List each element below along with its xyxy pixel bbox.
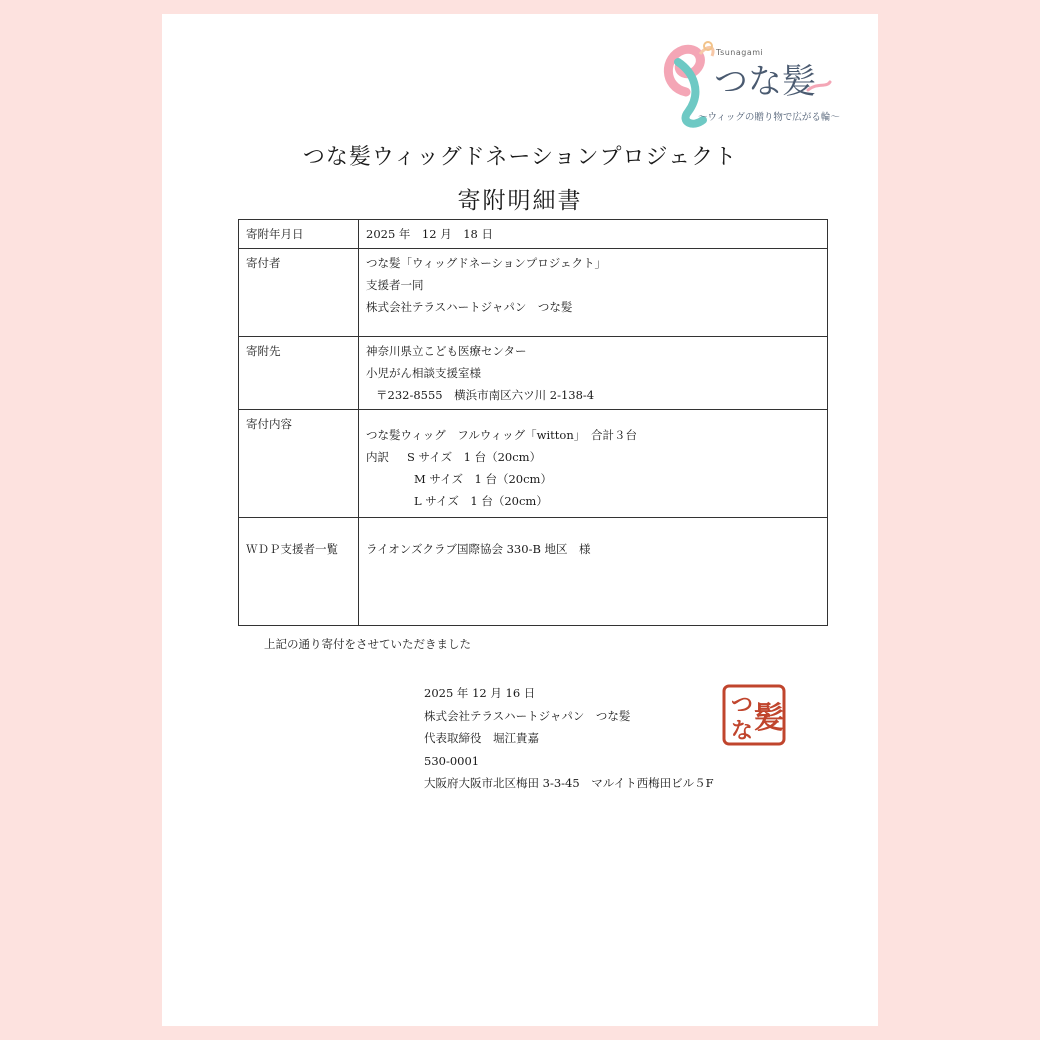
table-row-supporters: [239, 518, 828, 626]
sender-company: 株式会社テラスハートジャパン つな髪: [424, 708, 631, 723]
supporters-label: ＷＤＰ支援者一覧: [239, 518, 359, 626]
date-label: 寄附年月日: [239, 220, 359, 249]
logo-sub-text: Tsunagami: [716, 48, 764, 57]
donation-detail-table: [238, 219, 828, 626]
logo-tagline: ～ウィッグの贈り物で広がる輪～: [698, 112, 840, 123]
sender-block: [424, 682, 714, 795]
logo-brand-name: つな髪: [714, 62, 816, 102]
document-title: つな髪ウィッグドネーションプロジェクト: [302, 145, 738, 170]
breakdown-line: [366, 446, 820, 468]
breakdown-item: S サイズ 1 台（20cm）: [407, 450, 542, 464]
svg-text:つ: つ: [731, 693, 754, 718]
document-page: [162, 14, 878, 1026]
table-row-content: [239, 410, 828, 518]
svg-text:髪: 髪: [754, 701, 784, 736]
recipient-address: 〒232-8555 横浜市南区六ツ川 2-138-4: [376, 388, 595, 402]
sender-address: 大阪府大阪市北区梅田 3-3-45 マルイト西梅田ビル５F: [424, 776, 714, 790]
breakdown-item: M サイズ 1 台（20cm）: [414, 472, 552, 486]
recipient-line: 神奈川県立こども医療センター: [366, 344, 527, 358]
sender-representative: 代表取締役 堀江貴嘉: [424, 731, 539, 745]
table-row-date: [239, 220, 828, 249]
closing-statement: 上記の通り寄付をさせていただきました: [264, 637, 471, 651]
svg-text:な: な: [731, 719, 754, 744]
breakdown-label: 内訳: [366, 450, 389, 464]
sender-postal: 530-0001: [424, 753, 480, 768]
recipient-value: [359, 337, 828, 410]
recipient-line: 小児がん相談支援室様: [366, 366, 481, 380]
donor-value: [359, 249, 828, 337]
content-main: つな髪ウィッグ フルウィッグ「witton」 合計３台: [366, 428, 638, 442]
date-value: 2025 年 12 月 18 日: [359, 220, 828, 249]
document-subtitle: 寄附明細書: [457, 188, 583, 214]
breakdown-item: L サイズ 1 台（20cm）: [414, 494, 548, 508]
seal-icon: [722, 684, 786, 746]
donor-label: 寄付者: [239, 249, 359, 337]
supporters-value: ライオンズクラブ国際協会 330-B 地区 様: [359, 518, 828, 626]
recipient-label: 寄附先: [239, 337, 359, 410]
content-label: 寄付内容: [239, 410, 359, 518]
sender-date: 2025 年 12 月 16 日: [424, 686, 536, 700]
tsunagami-logo: [658, 32, 840, 132]
donor-line: 株式会社テラスハートジャパン つな髪: [366, 300, 573, 314]
donor-line: 支援者一同: [366, 278, 424, 292]
content-value: [359, 410, 828, 518]
company-seal-stamp: [722, 684, 786, 746]
table-row-donor: [239, 249, 828, 337]
table-row-recipient: [239, 337, 828, 410]
donor-line: つな髪「ウィッグドネーションプロジェクト」: [366, 256, 607, 270]
